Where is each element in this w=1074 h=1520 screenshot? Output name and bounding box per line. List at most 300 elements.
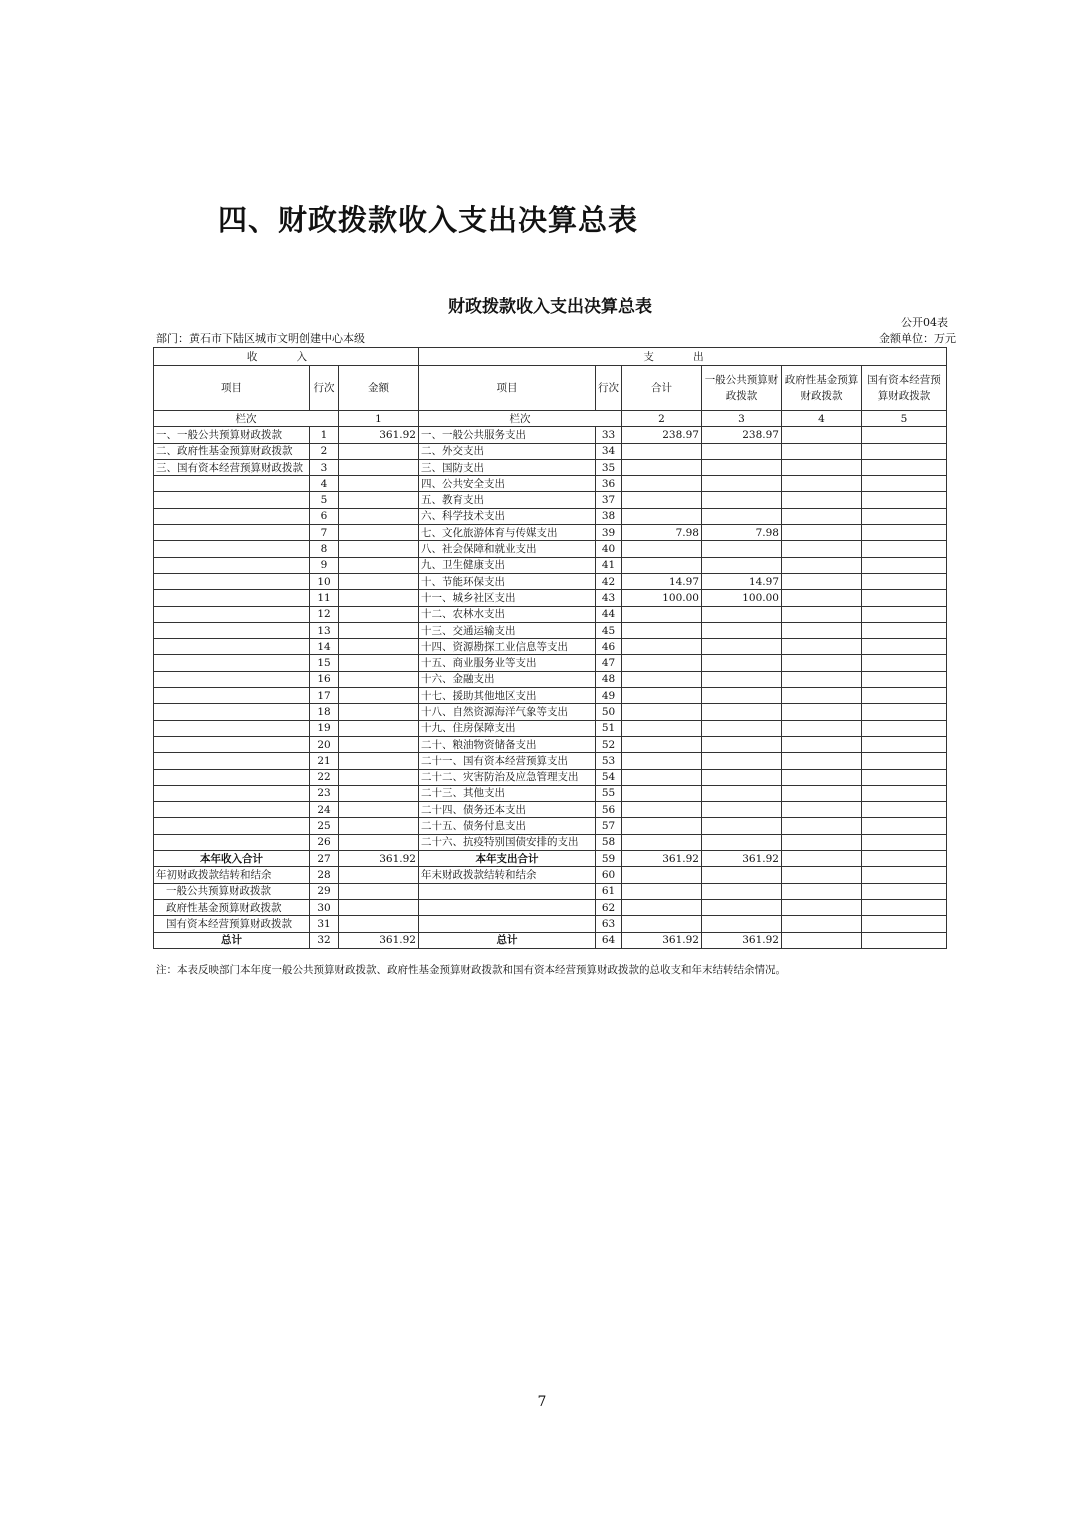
expense-total-cell	[622, 916, 702, 932]
table-row	[154, 851, 947, 867]
header-total: 合计	[622, 366, 702, 411]
expense-item-cell: 十六、金融支出	[419, 671, 596, 687]
expense-total-cell	[622, 818, 702, 834]
expense-general-cell	[702, 802, 782, 818]
table-row	[154, 508, 947, 524]
expense-general-cell	[702, 883, 782, 899]
expense-state-cell	[862, 459, 947, 475]
income-row-no-cell: 18	[310, 704, 339, 720]
expense-item-cell: 二十三、其他支出	[419, 785, 596, 801]
expense-row-no-cell: 59	[596, 851, 622, 867]
income-row-no-cell: 17	[310, 688, 339, 704]
expense-item-cell: 本年支出合计	[419, 851, 596, 867]
expense-item-cell: 二十、粮油物资储备支出	[419, 736, 596, 752]
expense-state-cell	[862, 753, 947, 769]
expense-general-cell	[702, 476, 782, 492]
income-amount-cell	[339, 541, 419, 557]
expense-fund-cell	[782, 736, 862, 752]
expense-item-cell: 五、教育支出	[419, 492, 596, 508]
expense-fund-cell	[782, 916, 862, 932]
expense-total-cell	[622, 557, 702, 573]
income-item-cell	[154, 492, 310, 508]
table-row	[154, 639, 947, 655]
expense-row-no-cell: 58	[596, 834, 622, 850]
expense-row-no-cell: 37	[596, 492, 622, 508]
income-row-no-cell: 28	[310, 867, 339, 883]
expense-fund-cell	[782, 655, 862, 671]
income-item-cell: 年初财政拨款结转和结余	[154, 867, 310, 883]
expense-general-cell	[702, 508, 782, 524]
income-row-no-cell: 11	[310, 590, 339, 606]
expense-item-cell: 二十一、国有资本经营预算支出	[419, 753, 596, 769]
table-row	[154, 459, 947, 475]
income-amount-cell	[339, 476, 419, 492]
expense-fund-cell	[782, 541, 862, 557]
income-amount-cell	[339, 883, 419, 899]
table-row	[154, 802, 947, 818]
income-amount-cell	[339, 573, 419, 589]
expense-item-cell: 十八、自然资源海洋气象等支出	[419, 704, 596, 720]
expense-row-no-cell: 45	[596, 622, 622, 638]
income-item-cell	[154, 736, 310, 752]
expense-state-cell	[862, 688, 947, 704]
expense-fund-cell	[782, 492, 862, 508]
income-row-no-cell: 8	[310, 541, 339, 557]
income-amount-cell	[339, 492, 419, 508]
income-amount-cell	[339, 899, 419, 915]
table-row	[154, 883, 947, 899]
expense-row-no-cell: 63	[596, 916, 622, 932]
expense-state-cell	[862, 671, 947, 687]
expense-general-cell	[702, 916, 782, 932]
expense-total-cell	[622, 639, 702, 655]
expense-total-cell	[622, 688, 702, 704]
expense-state-cell	[862, 802, 947, 818]
table-row	[154, 769, 947, 785]
income-row-no-cell: 24	[310, 802, 339, 818]
expense-fund-cell	[782, 851, 862, 867]
expense-item-cell: 十七、援助其他地区支出	[419, 688, 596, 704]
expense-total-cell	[622, 867, 702, 883]
income-item-cell	[154, 688, 310, 704]
expense-row-no-cell: 51	[596, 720, 622, 736]
expense-item-cell: 二十六、抗疫特别国债安排的支出	[419, 834, 596, 850]
expense-row-no-cell: 46	[596, 639, 622, 655]
expense-total-cell: 361.92	[622, 932, 702, 948]
colnum-2: 2	[622, 411, 702, 427]
expense-state-cell	[862, 818, 947, 834]
expense-total-cell	[622, 541, 702, 557]
expense-state-cell	[862, 443, 947, 459]
table-row	[154, 736, 947, 752]
table-row	[154, 785, 947, 801]
income-item-cell: 二、政府性基金预算财政拨款	[154, 443, 310, 459]
expense-total-cell	[622, 492, 702, 508]
income-amount-cell	[339, 557, 419, 573]
expense-row-no-cell: 52	[596, 736, 622, 752]
expense-state-cell	[862, 655, 947, 671]
income-row-no-cell: 3	[310, 459, 339, 475]
expense-state-cell	[862, 427, 947, 443]
expense-general-cell	[702, 720, 782, 736]
expense-general-cell	[702, 492, 782, 508]
expense-item-cell: 二、外交支出	[419, 443, 596, 459]
expense-total-cell	[622, 736, 702, 752]
expense-fund-cell	[782, 720, 862, 736]
expense-item-cell: 十三、交通运输支出	[419, 622, 596, 638]
expense-row-no-cell: 47	[596, 655, 622, 671]
expense-fund-cell	[782, 899, 862, 915]
expense-row-no-cell: 62	[596, 899, 622, 915]
expense-general-cell: 238.97	[702, 427, 782, 443]
expense-total-cell	[622, 753, 702, 769]
expense-item-cell: 十二、农林水支出	[419, 606, 596, 622]
income-item-cell	[154, 834, 310, 850]
income-amount-cell	[339, 720, 419, 736]
expense-general-cell	[702, 688, 782, 704]
expense-item-cell: 十一、城乡社区支出	[419, 590, 596, 606]
expense-state-cell	[862, 916, 947, 932]
expense-row-no-cell: 55	[596, 785, 622, 801]
expense-row-no-cell: 33	[596, 427, 622, 443]
expense-general-cell	[702, 704, 782, 720]
income-row-no-cell: 1	[310, 427, 339, 443]
expense-row-no-cell: 57	[596, 818, 622, 834]
income-item-cell	[154, 785, 310, 801]
colnum-label: 栏次	[154, 411, 339, 427]
expense-item-cell: 六、科学技术支出	[419, 508, 596, 524]
expense-general-cell	[702, 671, 782, 687]
expense-general-cell	[702, 541, 782, 557]
expense-state-cell	[862, 476, 947, 492]
expense-row-no-cell: 53	[596, 753, 622, 769]
header-fund: 政府性基金预算财政拨款	[782, 366, 862, 411]
table-row	[154, 590, 947, 606]
page-heading: 四、财政拨款收入支出决算总表	[218, 203, 639, 237]
income-row-no-cell: 26	[310, 834, 339, 850]
expense-fund-cell	[782, 867, 862, 883]
expense-item-cell: 三、国防支出	[419, 459, 596, 475]
table-row	[154, 541, 947, 557]
income-item-cell	[154, 639, 310, 655]
table-row	[154, 573, 947, 589]
expense-fund-cell	[782, 557, 862, 573]
table-row	[154, 476, 947, 492]
income-amount-cell	[339, 834, 419, 850]
expense-state-cell	[862, 606, 947, 622]
header-amount: 金额	[339, 366, 419, 411]
income-amount-cell	[339, 639, 419, 655]
expense-state-cell	[862, 932, 947, 948]
expense-general-cell	[702, 622, 782, 638]
expense-fund-cell	[782, 704, 862, 720]
expense-item-cell	[419, 916, 596, 932]
expense-state-cell	[862, 639, 947, 655]
income-row-no-cell: 4	[310, 476, 339, 492]
expense-state-cell	[862, 851, 947, 867]
income-item-cell	[154, 476, 310, 492]
expense-item-cell: 十九、住房保障支出	[419, 720, 596, 736]
income-row-no-cell: 32	[310, 932, 339, 948]
income-row-no-cell: 10	[310, 573, 339, 589]
table-row	[154, 818, 947, 834]
table-row	[154, 720, 947, 736]
expense-state-cell	[862, 622, 947, 638]
income-item-cell	[154, 802, 310, 818]
income-item-cell	[154, 573, 310, 589]
income-item-cell	[154, 622, 310, 638]
income-item-cell	[154, 557, 310, 573]
expense-fund-cell	[782, 753, 862, 769]
table-row	[154, 557, 947, 573]
expense-general-cell: 7.98	[702, 525, 782, 541]
income-amount-cell	[339, 606, 419, 622]
income-row-no-cell: 9	[310, 557, 339, 573]
income-row-no-cell: 13	[310, 622, 339, 638]
expense-row-no-cell: 41	[596, 557, 622, 573]
expense-state-cell	[862, 557, 947, 573]
expense-fund-cell	[782, 834, 862, 850]
expense-general-cell	[702, 557, 782, 573]
expense-fund-cell	[782, 688, 862, 704]
expense-item-cell: 十四、资源勘探工业信息等支出	[419, 639, 596, 655]
expense-row-no-cell: 38	[596, 508, 622, 524]
expense-general-cell	[702, 443, 782, 459]
expense-row-no-cell: 35	[596, 459, 622, 475]
expense-general-cell	[702, 639, 782, 655]
expense-general-cell	[702, 818, 782, 834]
expense-fund-cell	[782, 802, 862, 818]
expense-total-cell	[622, 834, 702, 850]
income-item-cell: 本年收入合计	[154, 851, 310, 867]
expense-row-no-cell: 48	[596, 671, 622, 687]
income-item-cell: 一、一般公共预算财政拨款	[154, 427, 310, 443]
table-row	[154, 606, 947, 622]
income-row-no-cell: 31	[310, 916, 339, 932]
expense-total-cell	[622, 508, 702, 524]
income-amount-cell	[339, 525, 419, 541]
expense-fund-cell	[782, 883, 862, 899]
table-row	[154, 834, 947, 850]
expense-fund-cell	[782, 525, 862, 541]
expense-fund-cell	[782, 639, 862, 655]
expense-state-cell	[862, 492, 947, 508]
expense-fund-cell	[782, 818, 862, 834]
income-amount-cell: 361.92	[339, 427, 419, 443]
expense-general-cell: 14.97	[702, 573, 782, 589]
expense-general-cell: 361.92	[702, 932, 782, 948]
income-item-cell	[154, 525, 310, 541]
income-row-no-cell: 15	[310, 655, 339, 671]
expense-total-cell	[622, 704, 702, 720]
expense-state-cell	[862, 573, 947, 589]
income-row-no-cell: 22	[310, 769, 339, 785]
expense-item-cell: 十、节能环保支出	[419, 573, 596, 589]
income-amount-cell: 361.92	[339, 932, 419, 948]
income-item-cell: 国有资本经营预算财政拨款	[154, 916, 310, 932]
expense-fund-cell	[782, 769, 862, 785]
column-number-row	[154, 411, 947, 427]
expense-fund-cell	[782, 785, 862, 801]
page-number: 7	[537, 1394, 547, 1410]
table-row	[154, 655, 947, 671]
income-amount-cell	[339, 459, 419, 475]
colnum-4: 4	[782, 411, 862, 427]
expense-general-cell	[702, 655, 782, 671]
table-row	[154, 753, 947, 769]
expense-item-cell: 一、一般公共服务支出	[419, 427, 596, 443]
income-row-no-cell: 14	[310, 639, 339, 655]
expense-row-no-cell: 49	[596, 688, 622, 704]
expense-state-cell	[862, 590, 947, 606]
expense-item-cell: 年末财政拨款结转和结余	[419, 867, 596, 883]
expense-item-cell: 总计	[419, 932, 596, 948]
expense-general-cell	[702, 769, 782, 785]
expense-item-cell: 二十四、债务还本支出	[419, 802, 596, 818]
expense-item-cell: 七、文化旅游体育与传媒支出	[419, 525, 596, 541]
expense-row-no-cell: 50	[596, 704, 622, 720]
header-item: 项目	[154, 366, 310, 411]
budget-summary-table	[153, 347, 947, 949]
income-amount-cell	[339, 818, 419, 834]
expense-state-cell	[862, 736, 947, 752]
expense-fund-cell	[782, 508, 862, 524]
expense-state-cell	[862, 883, 947, 899]
expense-row-no-cell: 56	[596, 802, 622, 818]
expense-item-cell: 四、公共安全支出	[419, 476, 596, 492]
expense-row-no-cell: 60	[596, 867, 622, 883]
header-state: 国有资本经营预算财政拨款	[862, 366, 947, 411]
income-amount-cell	[339, 443, 419, 459]
expense-fund-cell	[782, 622, 862, 638]
expense-general-cell	[702, 834, 782, 850]
expense-row-no-cell: 34	[596, 443, 622, 459]
expense-state-cell	[862, 769, 947, 785]
income-row-no-cell: 7	[310, 525, 339, 541]
expense-state-cell	[862, 720, 947, 736]
expense-row-no-cell: 36	[596, 476, 622, 492]
table-row	[154, 427, 947, 443]
expense-item-cell	[419, 883, 596, 899]
section-expense: 支 出	[419, 348, 947, 366]
expense-state-cell	[862, 785, 947, 801]
expense-state-cell	[862, 867, 947, 883]
income-amount-cell	[339, 508, 419, 524]
section-income: 收 入	[154, 348, 419, 366]
table-row	[154, 443, 947, 459]
expense-item-cell: 二十五、债务付息支出	[419, 818, 596, 834]
form-code: 公开04表	[901, 316, 948, 329]
table-row	[154, 916, 947, 932]
expense-fund-cell	[782, 671, 862, 687]
income-item-cell	[154, 541, 310, 557]
expense-item-cell	[419, 899, 596, 915]
expense-state-cell	[862, 525, 947, 541]
column-header-row	[154, 366, 947, 411]
income-row-no-cell: 27	[310, 851, 339, 867]
income-item-cell: 总计	[154, 932, 310, 948]
expense-total-cell: 14.97	[622, 573, 702, 589]
unit-label: 金额单位：万元	[879, 332, 956, 345]
income-item-cell: 一般公共预算财政拨款	[154, 883, 310, 899]
income-amount-cell	[339, 655, 419, 671]
expense-row-no-cell: 61	[596, 883, 622, 899]
expense-item-cell: 九、卫生健康支出	[419, 557, 596, 573]
income-row-no-cell: 30	[310, 899, 339, 915]
expense-total-cell: 7.98	[622, 525, 702, 541]
income-item-cell	[154, 769, 310, 785]
income-amount-cell: 361.92	[339, 851, 419, 867]
expense-row-no-cell: 39	[596, 525, 622, 541]
income-amount-cell	[339, 704, 419, 720]
table-row	[154, 704, 947, 720]
expense-row-no-cell: 44	[596, 606, 622, 622]
expense-general-cell: 100.00	[702, 590, 782, 606]
income-amount-cell	[339, 688, 419, 704]
expense-fund-cell	[782, 573, 862, 589]
expense-general-cell	[702, 606, 782, 622]
expense-fund-cell	[782, 443, 862, 459]
expense-total-cell	[622, 476, 702, 492]
expense-general-cell	[702, 736, 782, 752]
income-amount-cell	[339, 590, 419, 606]
income-row-no-cell: 19	[310, 720, 339, 736]
expense-general-cell	[702, 899, 782, 915]
header-general: 一般公共预算财政拨款	[702, 366, 782, 411]
income-item-cell	[154, 590, 310, 606]
expense-item-cell: 八、社会保障和就业支出	[419, 541, 596, 557]
expense-row-no-cell: 43	[596, 590, 622, 606]
table-row	[154, 525, 947, 541]
income-amount-cell	[339, 867, 419, 883]
income-item-cell	[154, 720, 310, 736]
expense-total-cell	[622, 443, 702, 459]
income-item-cell	[154, 508, 310, 524]
expense-fund-cell	[782, 590, 862, 606]
expense-state-cell	[862, 704, 947, 720]
income-row-no-cell: 23	[310, 785, 339, 801]
income-amount-cell	[339, 622, 419, 638]
expense-total-cell	[622, 899, 702, 915]
expense-total-cell	[622, 622, 702, 638]
income-item-cell	[154, 704, 310, 720]
expense-fund-cell	[782, 427, 862, 443]
expense-total-cell	[622, 655, 702, 671]
expense-general-cell	[702, 459, 782, 475]
expense-row-no-cell: 64	[596, 932, 622, 948]
section-header-row	[154, 348, 947, 366]
table-row	[154, 867, 947, 883]
income-amount-cell	[339, 916, 419, 932]
expense-total-cell: 100.00	[622, 590, 702, 606]
colnum-5: 5	[862, 411, 947, 427]
expense-state-cell	[862, 834, 947, 850]
table-row	[154, 899, 947, 915]
header-item-expense: 项目	[419, 366, 596, 411]
expense-general-cell	[702, 753, 782, 769]
expense-total-cell	[622, 785, 702, 801]
colnum-3: 3	[702, 411, 782, 427]
department-label: 部门：黄石市下陆区城市文明创建中心本级	[156, 332, 365, 345]
header-row-no-expense: 行次	[596, 366, 622, 411]
table-row	[154, 671, 947, 687]
expense-general-cell	[702, 785, 782, 801]
income-row-no-cell: 6	[310, 508, 339, 524]
income-amount-cell	[339, 802, 419, 818]
expense-total-cell	[622, 802, 702, 818]
expense-fund-cell	[782, 459, 862, 475]
income-item-cell	[154, 818, 310, 834]
